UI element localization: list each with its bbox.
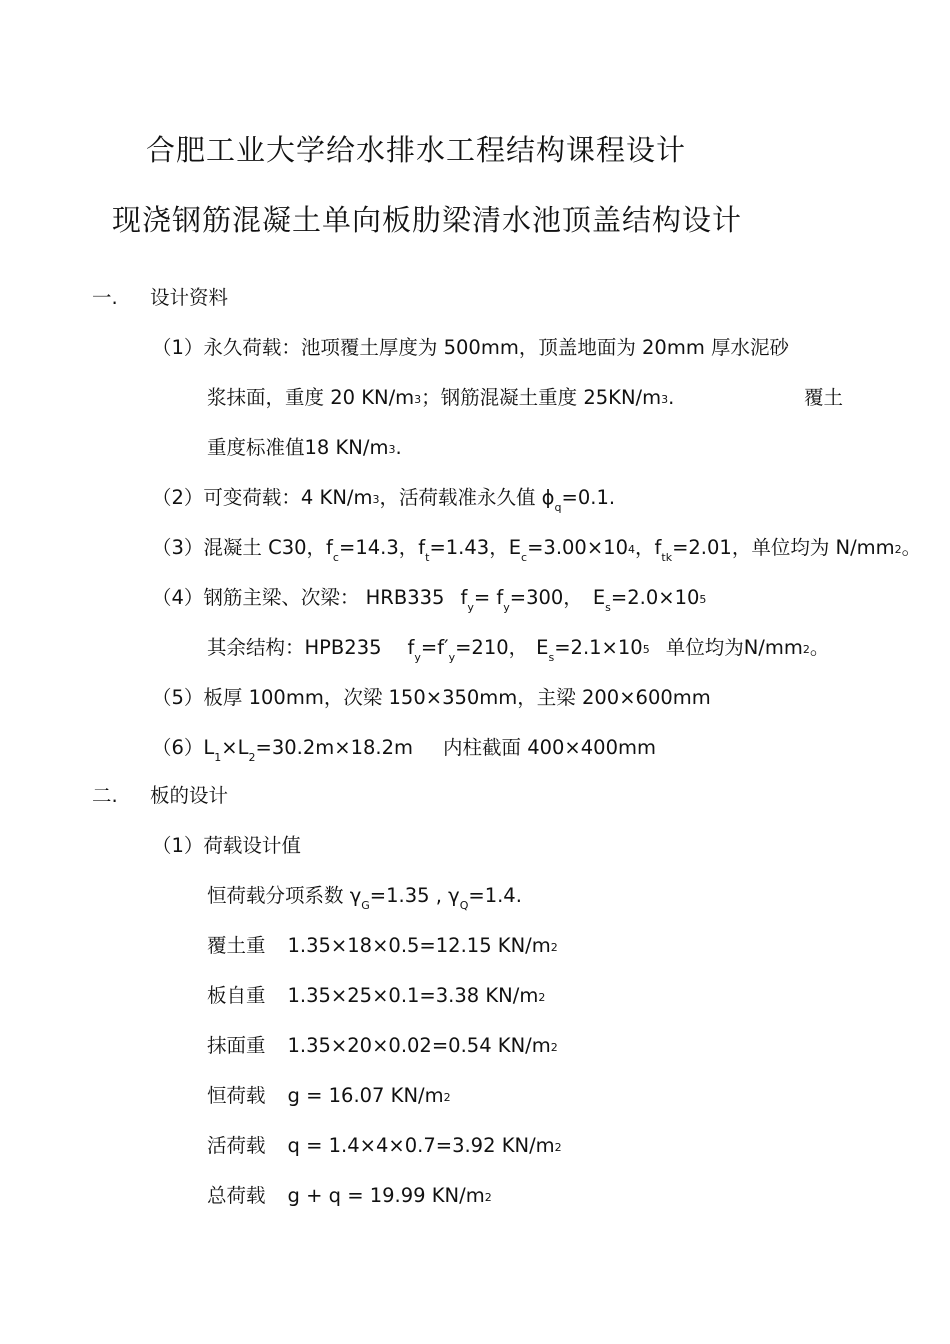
- superscript: 5: [642, 643, 650, 656]
- item-4-line-b: [207, 635, 830, 664]
- document-subtitle: 现浇钢筋混凝土单向板肋梁清水池顶盖结构设计: [112, 203, 743, 237]
- item-3-text: =1.43，E: [429, 536, 522, 559]
- subscript: 1: [214, 751, 222, 764]
- superscript: 2: [538, 991, 546, 1004]
- coef-text: =1.4.: [468, 884, 522, 907]
- superscript: 3: [414, 393, 422, 406]
- load-value: 1.35×25×0.1=3.38 KN/m: [287, 984, 539, 1007]
- item-3-text: =14.3，f: [338, 536, 426, 559]
- item-5-label: （5）: [152, 686, 204, 709]
- item-6-text: 内柱截面 400×400mm: [443, 736, 656, 759]
- item-4-text: =210，: [455, 636, 529, 659]
- load-name: 板自重: [207, 984, 266, 1007]
- item-4-text: f: [407, 636, 415, 659]
- item-3-label: （3）: [152, 536, 204, 559]
- section-1-number: 一.: [92, 286, 118, 309]
- load-row: [207, 983, 545, 1009]
- item-1-text-b4: 覆土: [803, 386, 843, 409]
- superscript: 2: [894, 543, 902, 556]
- subsection-1-title: 荷载设计值: [203, 834, 301, 857]
- item-2-label: （2）: [152, 486, 204, 509]
- item-3-text: 。: [901, 536, 922, 559]
- superscript: 4: [628, 543, 635, 556]
- item-4-text: = f: [473, 586, 504, 609]
- item-2-text-1: 可变荷载：4 KN/m: [203, 486, 373, 509]
- subsection-1-heading: [152, 833, 301, 859]
- item-4-text: 。: [809, 636, 830, 659]
- subscript: c: [521, 551, 528, 564]
- item-1-line-b: [207, 385, 843, 411]
- superscript: 2: [484, 1191, 492, 1204]
- item-4-line-a: [152, 585, 707, 614]
- subscript: y: [503, 601, 510, 614]
- subscript: tk: [661, 551, 673, 564]
- item-4-text: 钢筋主梁、次梁： HRB335: [203, 586, 445, 609]
- item-4-text: 单位均为N/mm: [665, 636, 803, 659]
- item-3-text: =2.01，单位均为 N/mm: [672, 536, 895, 559]
- subscript: c: [332, 551, 339, 564]
- superscript: 3: [388, 443, 396, 456]
- section-1-title: 设计资料: [150, 286, 229, 309]
- load-name: 抹面重: [207, 1034, 266, 1057]
- item-5-text: 板厚 100mm，次梁 150×350mm，主梁 200×600mm: [203, 686, 711, 709]
- item-1-text-b1: 浆抹面，重度 20 KN/m: [207, 386, 415, 409]
- subscript: q: [554, 501, 562, 514]
- item-2-text-3: =0.1.: [561, 486, 616, 509]
- load-value: 1.35×20×0.02=0.54 KN/m: [287, 1034, 551, 1057]
- item-4-text: 其余结构：HPB235: [207, 636, 382, 659]
- item-1-text-b2: ；钢筋混凝土重度 25KN/m: [421, 386, 662, 409]
- item-3-text: ，f: [635, 536, 662, 559]
- subscript: 2: [248, 751, 256, 764]
- item-4-text: E: [536, 636, 549, 659]
- item-6-text: ×L: [221, 736, 249, 759]
- item-2-line: [152, 485, 616, 514]
- section-2-title: 板的设计: [150, 784, 229, 807]
- item-3-text: 混凝土 C30，f: [203, 536, 333, 559]
- load-value: q = 1.4×4×0.7=3.92 KN/m: [287, 1134, 555, 1157]
- subsection-1-label: （1）: [152, 834, 204, 857]
- load-row: [207, 1133, 562, 1159]
- item-1-text-a: 永久荷载：池项覆土厚度为 500mm，顶盖地面为 20mm 厚水泥砂: [203, 336, 790, 359]
- load-row: [207, 1083, 451, 1109]
- superscript: 2: [550, 941, 558, 954]
- load-row: [207, 933, 558, 959]
- subscript: y: [467, 601, 474, 614]
- load-value: g = 16.07 KN/m: [287, 1084, 444, 1107]
- item-3-text: =3.00×10: [527, 536, 628, 559]
- section-2-number: 二.: [92, 784, 118, 807]
- subscript: y: [448, 651, 456, 664]
- item-1-line-a: [152, 335, 789, 361]
- item-4-text: =2.1×10: [554, 636, 643, 659]
- load-name: 总荷载: [207, 1184, 266, 1207]
- item-1-label: （1）: [152, 336, 204, 359]
- load-coefficients: [207, 883, 522, 912]
- superscript: 3: [661, 393, 669, 406]
- document-title: 合肥工业大学给水排水工程结构课程设计: [146, 133, 687, 167]
- load-value: 1.35×18×0.5=12.15 KN/m: [287, 934, 551, 957]
- item-1-line-c: [207, 435, 402, 461]
- item-4-text: E: [592, 586, 606, 609]
- item-4-text: =f′: [420, 636, 449, 659]
- superscript: 2: [550, 1041, 558, 1054]
- item-6-text: =30.2m×18.2m: [255, 736, 414, 759]
- subscript: s: [548, 651, 555, 664]
- item-6-line: [152, 735, 656, 764]
- load-value: g + q = 19.99 KN/m: [287, 1184, 485, 1207]
- load-row: [207, 1033, 558, 1059]
- item-4-label: （4）: [152, 586, 204, 609]
- item-6-text: L: [203, 736, 215, 759]
- item-2-text-2: ，活荷载准永久值 ϕ: [379, 486, 555, 509]
- subscript: G: [361, 899, 370, 912]
- item-1-text-c1: 重度标准值18 KN/m: [207, 436, 389, 459]
- item-4-text: =300，: [509, 586, 583, 609]
- item-6-label: （6）: [152, 736, 204, 759]
- item-4-text: f: [460, 586, 468, 609]
- coef-text: =1.35 , γ: [369, 884, 460, 907]
- item-1-text-c2: .: [395, 436, 402, 459]
- subscript: s: [605, 601, 611, 614]
- item-4-text: =2.0×10: [610, 586, 700, 609]
- superscript: 3: [372, 493, 380, 506]
- load-name: 恒荷载: [207, 1084, 266, 1107]
- coef-text: 恒荷载分项系数 γ: [207, 884, 362, 907]
- load-row: [207, 1183, 492, 1209]
- superscript: 2: [802, 643, 810, 656]
- load-name: 活荷载: [207, 1134, 266, 1157]
- subscript: y: [414, 651, 421, 664]
- load-name: 覆土重: [207, 934, 266, 957]
- item-3-line: [152, 535, 922, 564]
- subscript: Q: [459, 899, 469, 912]
- item-5-line: [152, 685, 711, 711]
- superscript: 2: [443, 1091, 451, 1104]
- item-1-text-b3: .: [668, 386, 675, 409]
- subscript: t: [425, 551, 430, 564]
- superscript: 2: [554, 1141, 562, 1154]
- superscript: 5: [699, 593, 707, 606]
